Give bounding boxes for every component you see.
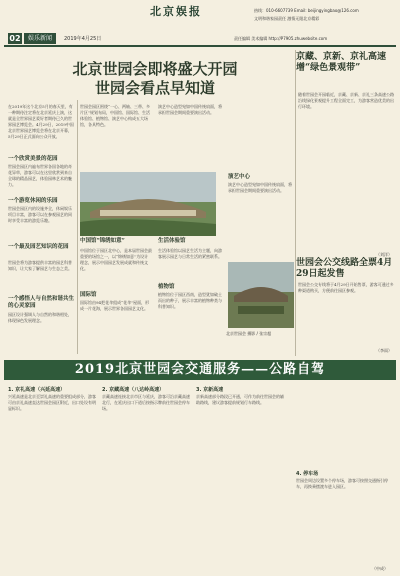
column-divider xyxy=(77,100,78,354)
body-3: 世园会将为游客提供丰富的园艺科普知识，让大家了解园艺与生态之美。 xyxy=(8,260,72,271)
transport-text-4: 世园会周边设置多个停车场，游客可按照交通指引停车，再换乘摆渡车进入园区。 xyxy=(296,478,388,489)
expo-park-photo xyxy=(228,262,294,328)
right-article-author: （刘洋） xyxy=(376,252,392,257)
transport-subhead-3: 3. 京新高速 xyxy=(196,387,224,393)
intl-pavilion-title: 国际馆 xyxy=(80,292,97,298)
subhead-1: 一个欣赏美景的花园 xyxy=(8,156,58,162)
body-2: 世园会园区内的设施齐全，休闲娱乐项目丰富，游客可以在参观园艺的同时享受丰富的游览乐趣。 xyxy=(8,206,72,223)
photo-2-caption: 北京世园会 摄影 / 张宗超 xyxy=(226,331,272,336)
main-headline xyxy=(40,60,270,98)
china-pavilion-text: 中国馆位于园区北中心，是本届世园会最重要的场馆之一，以“锦绣如意”为设计理念，展示中国园艺发展成就和传统文化。 xyxy=(80,248,152,271)
transport-subhead-1: 1. 京礼高速（兴延高速） xyxy=(8,387,66,393)
transport-banner: 2019北京世园会交通服务——公路自驾 xyxy=(4,360,396,380)
body-4: 园区设计强调人与自然的和谐相处，体现绿色发展理念。 xyxy=(8,312,72,323)
article-intro: 在2019年这个北京5月的春天里，有一种期待注定将在北京延庆上演，这就是全世界园艺爱好者期待已久的世界园艺博览会。4月29日，2019中国北京世界园艺博览会将在北京开幕，5月29日正式面向公众开放。 xyxy=(8,104,74,139)
column-3-text: 演艺中心造型宛如中国传统扇面，将承担世园会期间重要演出活动。 xyxy=(158,104,222,115)
header-rule xyxy=(4,45,396,47)
subhead-3: 一个最及园艺知识的花园 xyxy=(8,244,69,250)
body-1: 世园会园区内遍布世界各国各地的奇花异草，游客可以在这里欣赏到来自全球的精品园艺，体验园林艺术的魅力。 xyxy=(8,164,72,187)
headline-line-2: 世园会看点早知道 xyxy=(94,79,215,97)
subhead-4: 一个感悟人与自然和谐共生的心灵家园 xyxy=(8,296,75,309)
china-pavilion-photo xyxy=(80,172,216,236)
editor-info: 责任编辑 美术编辑 http://P7905.zhuwebsite.com xyxy=(234,36,328,41)
contact-info: 热线：010-6607739 Email: beijingyingbao@126.com xyxy=(254,8,359,13)
subhead-2: 一个游览休闲的乐园 xyxy=(8,198,58,204)
show-center-text: 演艺中心造型宛如中国传统扇面，将承担世园会期间重要演出活动。 xyxy=(228,182,292,193)
transport-text-2: 京藏高速连接北京市区与延庆，游客可沿京藏高速北行，在延庆出口下道后按指示牌前往世园会停车场。 xyxy=(102,394,190,411)
headline-line-1: 北京世园会即将盛大开园 xyxy=(72,60,238,78)
intl-pavilion-text: 国际馆由94把花伞组成“花伞”屋面，形成一片花海，展示世界各国园艺文化。 xyxy=(80,300,150,311)
issue-date: 2019年4月25日 xyxy=(64,36,102,42)
section-label: 娱乐新闻 xyxy=(24,33,56,44)
transport-subhead-2: 2. 京藏高速（八达岭高速） xyxy=(102,387,165,393)
right-article-2-body: 世园会公交专线将于4月29日开始售票，游客可通过多种渠道购买，方便前往园区参观。 xyxy=(298,282,394,293)
right-article-2-author: （李雨） xyxy=(376,348,392,353)
transport-author: （中成） xyxy=(372,566,388,571)
publish-slogan: 文明和谐家园责任 激情无限北京精彩 xyxy=(254,16,320,21)
right-article-2-title: 世园会公交线路全票4月29日起发售 xyxy=(296,258,393,279)
photo-1-caption: 中国馆“锦绣如意” xyxy=(80,238,125,244)
plant-hall-title: 植物馆 xyxy=(158,284,175,290)
right-column-divider xyxy=(295,50,296,356)
life-hall-text: 生活体验馆以园艺生活为主题，向游客展示园艺与日常生活的紧密联系。 xyxy=(158,248,222,259)
right-article-body: 随着世园会开园临近，京藏、京新、京礼三条高速公路沿线绿化景观提升工程全面完工，为游客营造优美的出行环境。 xyxy=(298,92,394,109)
transport-text-1: 兴延高速是北京至崇礼高速的重要组成部分，游客可由京礼高速直达世园会园区附近，出口处设有明显标识。 xyxy=(8,394,96,411)
transport-text-3: 京新高速部分路段已开通，可作为前往世园会的辅助路线，建议游客提前规划行车路线。 xyxy=(196,394,284,405)
plant-hall-text: 植物馆位于园区西南，造型犹如破土而出的种子，展示丰富的植物种类与科普知识。 xyxy=(158,292,222,309)
right-article-title: 京藏、京新、京礼高速增“绿色景观带” xyxy=(296,52,387,73)
transport-subhead-4: 4. 停车场 xyxy=(296,471,319,477)
show-center-title: 演艺中心 xyxy=(228,174,251,180)
newspaper-logo: 北京娱报 xyxy=(150,5,202,18)
life-hall-title: 生活体验馆 xyxy=(158,238,186,244)
page-number: 02 xyxy=(9,34,21,43)
page-header xyxy=(0,0,400,46)
column-2-text: 世园会园区围绕“一心、两轴、三带、多片区”规划布局，中国馆、国际馆、生活体验馆、植物馆、演艺中心构成五大场馆，各具特色。 xyxy=(80,104,151,127)
